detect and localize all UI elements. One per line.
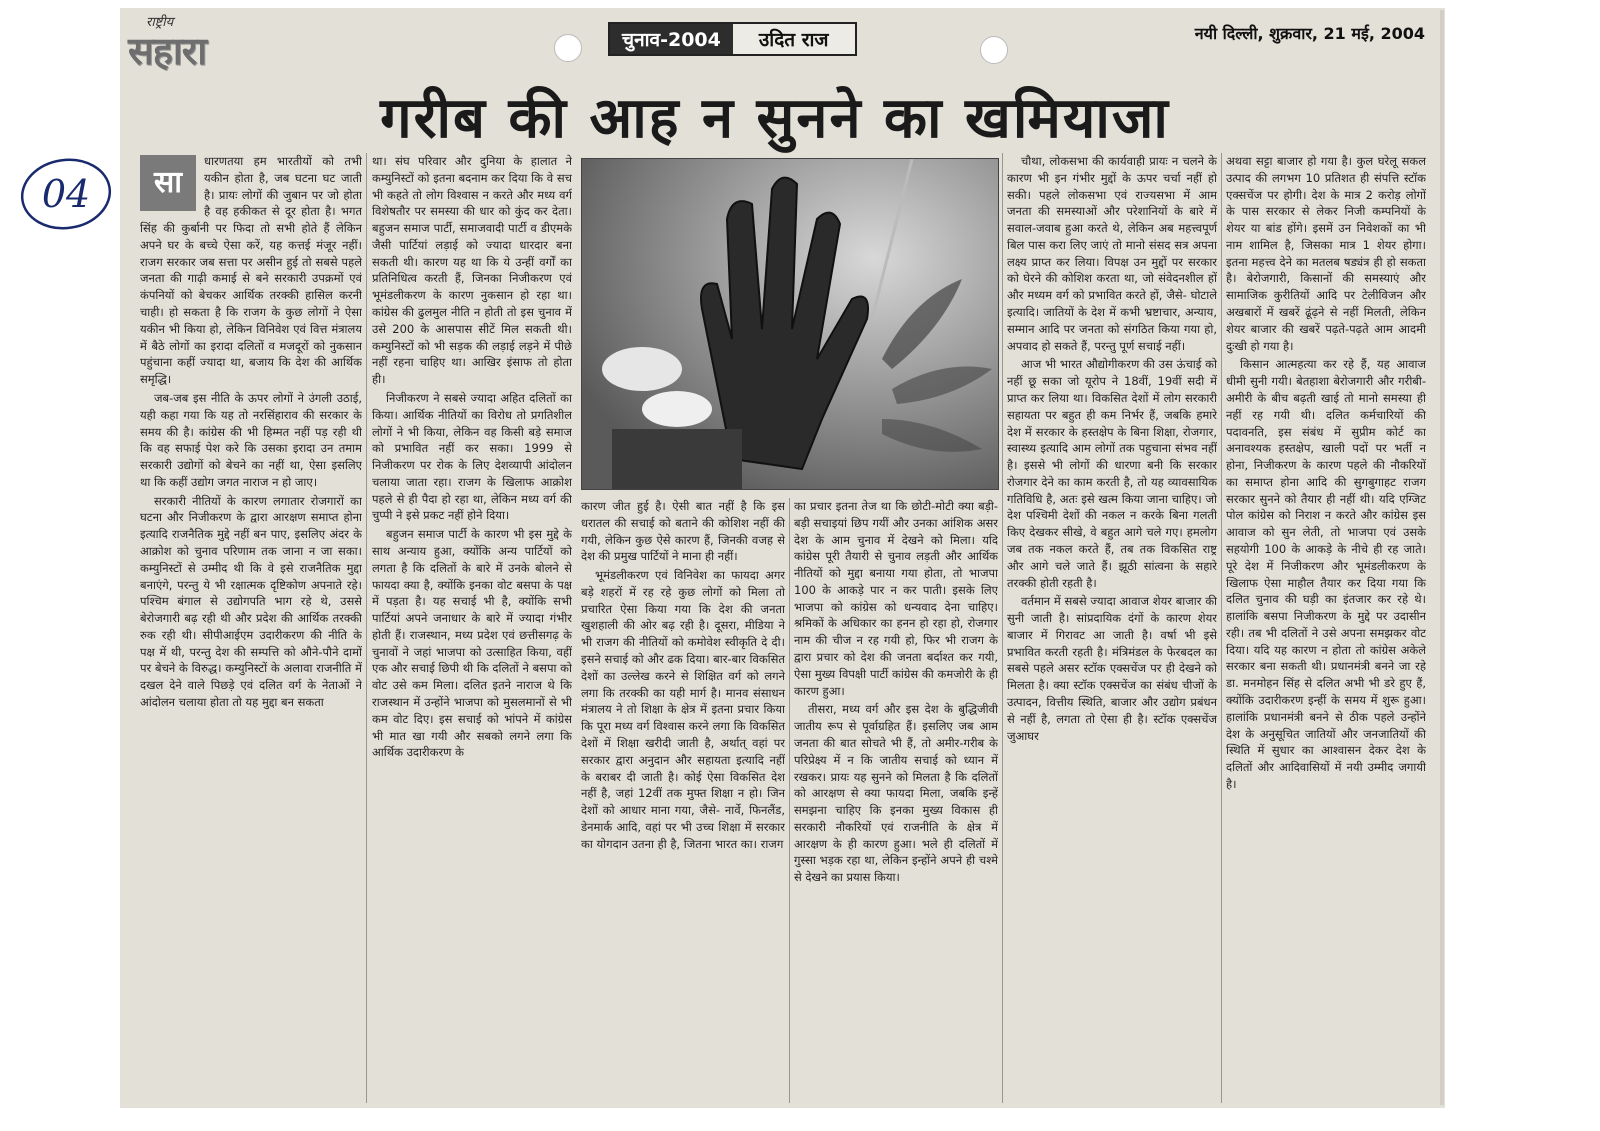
paragraph: किसान आत्महत्या कर रहे हैं, यह आवाज धीमी सुनी गयी। बेतहाशा बेरोजगारी और गरीबी-अमीरी के बीच बढ़ती खाई तो मानो समस्या ही नहीं रह गयी थी। दलित कर्मचारियों की पदावनति, इस संबंध में सुप्रीम कोर्ट का अनावश्यक हस्तक्षेप, खाली पदों पर भर्ती न होना, निजीकरण के कारण पहले की नौकरियों का समाप्त होना आदि की सुगबुगाहट राजग सरकार सुनने को तैयार ही नहीं थी। यदि एग्जिट पोल कांग्रेस को निराश न करते और कांग्रेस इस आवाज को सुन लेती, तो भाजपा एवं उसके सहयोगी 100 के आकड़े के नीचे ही रह जाते। पूरे देश में निजीकरण और भूमंडलीकरण के खिलाफ ऐसा माहौल तैयार कर दिया गया कि दलित चुनाव की घड़ी का इंतजार कर रहे थे। हालांकि बसपा निजीकरण के मुद्दे पर उदासीन रही। तब भी दलितों ने उसे अपना समझकर वोट दिया। यदि यह कारण न होता तो कांग्रेस अकेले सरकार बना सकती थी। प्रधानमंत्री बनने जा रहे डा. मनमोहन सिंह से दलित अभी भी डरे हुए हैं, क्योंकि उदारीकरण इन्हीं के समय में शुरू हुआ। हालांकि प्रधानमंत्री बनने से ठीक पहले उन्होंने देश के अनुसूचित जातियों और जनजातियों की स्थिति में सुधार का आश्वासन देकर देश के दलितों और आदिवासियों में नयी उम्मीद जगायी है। <box>1226 357 1426 791</box>
punch-hole-left <box>554 34 582 62</box>
article-column-5 <box>1007 153 1217 1103</box>
article-column-6 <box>1226 153 1426 1103</box>
paragraph: चौथा, लोकसभा की कार्यवाही प्रायः न चलने के कारण भी इन गंभीर मुद्दों के ऊपर चर्चा नहीं हो सकी। पहले लोकसभा एवं राज्यसभा में आम जनता की समस्याओं और परेशानियों के बारे में सवाल-जवाब हुआ करते थे, लेकिन अब महत्त्वपूर्ण बिल पास करा लिए जाएं तो मानो संसद सत्र अपना लक्ष्य प्राप्त कर लिया। विपक्ष उन मुद्दों पर सरकार को घेरने की कोशिश करता था, जो संवेदनशील हों और मध्यम वर्ग को प्रभावित करते हों, जैसे- घोटाले इत्यादि। जातियों के देश में कभी भ्रष्टाचार, अन्याय, सम्मान आदि पर जनता को संगठित किया गया हो, अपवाद हो सकते हैं, परन्तु पूर्ण सचाई नहीं। <box>1007 154 1217 353</box>
paragraph: निजीकरण ने सबसे ज्यादा अहित दलितों का किया। आर्थिक नीतियों का विरोध तो प्रगतिशील लोगों ने भी किया, लेकिन वह किसी बड़े समाज को प्रभावित नहीं कर सका। 1999 से निजीकरण पर रोक के लिए देशव्यापी आंदोलन चलाया जाता रहा। राजग के खिलाफ आक्रोश पहले से ही पैदा हो रहा था, लेकिन मध्य वर्ग की चुप्पी ने इसे प्रकट नहीं होने दिया। <box>372 390 572 523</box>
column-rule <box>1002 153 1003 1103</box>
newspaper-clipping <box>120 8 1445 1108</box>
clipping-edge <box>1440 10 1444 1105</box>
article-column-2 <box>372 153 572 1103</box>
paragraph: अथवा सट्टा बाजार हो गया है। कुल घरेलू सकल उत्पाद की लगभग 10 प्रतिशत ही संपत्ति स्टॉक एक्सचेंज पर होगी। देश के मात्र 2 करोड़ लोगों के पास सरकार से लेकर निजी कम्पनियों के शेयर या बांड होंगे। इसमें उन निवेशकों का भी नाम शामिल है, जिसका मात्र 1 शेयर होगा। इतना महत्त्व देने का मतलब षड्यंत्र ही हो सकता है। बेरोजगारी, किसानों की समस्याएं और सामाजिक कुरीतियों आदि पर टेलीविजन और अखबारों में खबरें ढूंढ़ने से नहीं मिलती, लेकिन शेयर बाजार की खबरें पढ़ते-पढ़ते आम आदमी दुःखी हो गया है। <box>1226 154 1426 353</box>
paragraph: तीसरा, मध्य वर्ग और इस देश के बुद्धिजीवी जातीय रूप से पूर्वाग्रहित हैं। इसलिए जब आम जनता की बात सोचते भी हैं, तो अमीर-गरीब के परिप्रेक्ष्य में न कि जातीय सचाई को ध्यान में रखकर। प्रायः यह सुनने को मिलता है कि दलितों को आरक्षण से क्या फायदा मिला, जबकि इन्हें समझना चाहिए कि इनका मुख्य विकास ही सरकारी नौकरियों एवं राजनीति के क्षेत्र में आरक्षण के ही कारण हुआ। भले ही दलितों में गुस्सा भड़क रहा था, लेकिन इन्होंने अपने ही चश्मे से देखने का प्रयास किया। <box>794 702 998 885</box>
annotation-circle-icon <box>16 155 116 233</box>
article-column-4 <box>794 498 998 1103</box>
paragraph: बहुजन समाज पार्टी के कारण भी इस मुद्दे के साथ अन्याय हुआ, क्योंकि अन्य पार्टियों को लगता है कि दलितों के बारे में उनके बोलने से फायदा क्या है, क्योंकि इनका वोट बसपा के पक्ष में पड़ता है। यह सचाई भी है, क्योंकि सभी पार्टियां अपने जनाधार के बारे में ज्यादा गंभीर होती हैं। राजस्थान, मध्य प्रदेश एवं छत्तीसगढ़ के चुनावों ने जहां भाजपा को उत्साहित किया, वहीं एक और सचाई छिपी थी कि दलितों ने बसपा को वोट उसे कम मिला। दलित इतने नाराज थे कि राजस्थान में उन्होंने भाजपा को मुसलमानों से भी कम वोट दिए। इस सचाई को भांपने में कांग्रेस भी मात खा गयी और सबको लगने लगा कि आर्थिक उदारीकरण के <box>372 527 572 760</box>
paragraph: कारण जीत हुई है। ऐसी बात नहीं है कि इस धरातल की सचाई को बताने की कोशिश नहीं की गयी, लेकिन कुछ ऐसे कारण हैं, जिनकी वजह से देश की प्रमुख पार्टियों ने माना ही नहीं। <box>581 499 785 564</box>
paragraph: का प्रचार इतना तेज था कि छोटी-मोटी क्या बड़ी-बड़ी सचाइयां छिप गयीं और उनका आंशिक असर देश के आम चुनाव में देखने को मिला। यदि कांग्रेस पूरी तैयारी से चुनाव लड़ती और आर्थिक नीतियों को मुद्दा बनाया गया होता, तो भाजपा 100 के आकड़े पार न कर पाती। इसके लिए भाजपा को कांग्रेस को धन्यवाद देना चाहिए। श्रमिकों के अधिकार का हनन हो रहा हो, रोजगार नाम की चीज न रह गयी हो, फिर भी राजग के द्वारा प्रचार को देश की जनता बर्दाश्त कर गयी, ऐसा मुख्य विपक्षी पार्टी कांग्रेस की कमजोरी के ही कारण हुआ। <box>794 499 998 698</box>
masthead-logo: सहारा <box>128 28 207 73</box>
article-photo <box>581 158 999 490</box>
paragraph: वर्तमान में सबसे ज्यादा आवाज शेयर बाजार की सुनी जाती है। सांप्रदायिक दंगों के कारण शेयर बाजार में गिरावट आ जाती है। वर्षा भी इसे प्रभावित करती रहती है। मंत्रिमंडल के फेरबदल का सबसे पहले असर स्टॉक एक्सचेंज पर ही देखने को मिलता है। क्या स्टॉक एक्सचेंज का संबंध चीजों के उत्पादन, वित्तीय स्थिति, बाजार और उद्योग प्रबंधन से नहीं है, लगता तो ऐसा ही है। स्टॉक एक्सचेंज जुआघर <box>1007 594 1217 743</box>
handwritten-annotation <box>16 155 116 237</box>
author-label: उदित राज <box>733 24 855 54</box>
section-label: चुनाव-2004 <box>610 24 733 54</box>
dateline: नयी दिल्ली, शुक्रवार, 21 मई, 2004 <box>1194 24 1425 43</box>
paragraph: आज भी भारत औद्योगीकरण की उस ऊंचाई को नहीं छू सका जो यूरोप ने 18वीं, 19वीं सदी में प्राप्त कर लिया था। विकसित देशों में लोग सरकारी सहायता पर बहुत ही कम निर्भर हैं, जबकि हमारे देश में सरकार के हस्तक्षेप के बिना शिक्षा, रोजगार, स्वास्थ्य इत्यादि आम लोगों तक पहुचाना संभव नहीं है। इससे भी लोगों की धारणा बनी कि सरकार रोजगार देने का काम करती है, तो यह व्यावसायिक गतिविधि है, अतः इसे खत्म किया जाना चाहिए। जो देश पश्चिमी देशों की नकल न करके बिना गलती किए देखकर सीखे, वे बहुत आगे चले गए। हमलोग जब तक नकल करते हैं, तब तक विकसित राष्ट्र और आगे चले जाते हैं। झूठी सांत्वना के सहारे तरक्की होती रहती है। <box>1007 357 1217 590</box>
paragraph: सरकारी नीतियों के कारण लगातार रोजगारों का घटना और निजीकरण के द्वारा आरक्षण समाप्त होना इत्यादि राजनैतिक मुद्दे नहीं बन पाए, इसलिए अंदर के आक्रोश को चुनाव परिणाम तक जाना न जा सका। कम्युनिस्टों से उम्मीद थी कि वे इसे राजनैतिक मुद्दा बनाएंगे, परन्तु ये भी रक्षात्मक दृष्टिकोण अपनाते रहे। पश्चिम बंगाल से उद्योगपति भाग रहे थे, उससे बेरोजगारी बढ़ रही थी और प्रदेश की आर्थिक तरक्की रुक रही थी। सीपीआईएम उदारीकरण की नीति के पक्ष में थी, परन्तु देश की सम्पत्ति को औने-पौने दामों पर बेचने के विरुद्ध। कम्युनिस्टों के अलावा राजनीति में दखल देने वाले पिछड़े एवं दलित वर्ग के नेताओं ने आंदोलन चलाया होता तो यह मुद्दा बन सकता <box>140 493 362 709</box>
column-rule <box>1221 153 1222 1103</box>
paragraph: धारणतया हम भारतीयों को तभी यकीन होता है, जब घटना घट जाती है। प्रायः लोगों की जुबान पर जो होता है वह हकीकत से दूर होता है। भगत सिंह की कुर्बानी पर फिदा तो सभी होते हैं लेकिन अपने घर के बच्चे ऐसा करें, यह कत्तई मंजूर नहीं। राजग सरकार जब सत्ता पर असीन हुई तो सबसे पहले जनता की गाढ़ी कमाई से बने सरकारी उपक्रमों एवं कंपनियों को बेचकर आर्थिक तरक्की हासिल करनी चाही। हो सकता है कि राजग के कुछ लोगों ने ऐसा यकीन भी किया हो, लेकिन विनिवेश एवं वित्त मंत्रालय में बैठे लोगों का इरादा दलितों व मजदूरों को नुकसान पहुंचाना कहीं ज्यादा था, बजाय कि देश की आर्थिक समृद्धि। <box>140 154 362 387</box>
annotation-number: 04 <box>41 172 91 216</box>
headline: गरीब की आह न सुनने का खमियाजा <box>380 86 1170 151</box>
punch-hole-right <box>980 36 1008 64</box>
section-tag <box>608 22 857 56</box>
paragraph: जब-जब इस नीति के ऊपर लोगों ने उंगली उठाई, यही कहा गया कि यह तो नरसिंहाराव की सरकार के समय की है। कांग्रेस की भी हिम्मत नहीं पड़ रही थी कि वह सफाई पेश करे कि उसका इरादा उन तमाम सरकारी उद्योगों को बेचने का नहीं था, ऐसा इसलिए था कि कहीं उद्योग जगत नाराज न हो जाए। <box>140 390 362 489</box>
masthead-small: राष्ट्रीय <box>146 15 174 30</box>
column-rule <box>789 498 790 1103</box>
article-column-1 <box>140 153 362 1103</box>
photo-illustration <box>582 159 998 489</box>
dropcap: सा <box>140 155 196 211</box>
paragraph: भूमंडलीकरण एवं विनिवेश का फायदा अगर बड़े शहरों में रह रहे कुछ लोगों को मिला तो प्रचारित ऐसा किया गया कि देश की जनता खुशहाली की ओर बढ़ रही है। दूसरा, मीडिया ने भी राजग की नीतियों को कमोवेश स्वीकृति दे दी। इसने सचाई को और ढक दिया। बार-बार विकसित देशों का उल्लेख करने से शिक्षित वर्ग को लगने लगा कि तरक्की का यही मार्ग है। मानव संसाधन मंत्रालय ने तो शिक्षा के क्षेत्र में इतना प्रचार किया कि पूरा मध्य वर्ग विश्वास करने लगा कि विकसित देशों में शिक्षा खरीदी जाती है, अर्थात् वहां पर सरकार द्वारा अनुदान और सहायता इत्यादि नहीं के बराबर दी जाती है। कोई ऐसा विकसित देश नहीं है, जहां 12वीं तक मुफ्त शिक्षा न हो। जिन देशों को आधार माना गया, जैसे- नार्वे, फिनलैंड, डेनमार्क आदि, वहां पर भी उच्च शिक्षा में सरकार का योगदान उतना ही है, जितना भारत का। राजग <box>581 568 785 851</box>
column-rule <box>366 153 367 1103</box>
article-column-3 <box>581 498 785 1103</box>
paragraph: था। संघ परिवार और दुनिया के हालात ने कम्युनिस्टों को इतना बदनाम कर दिया कि वे सच भी कहते तो लोग विश्वास न करते और मध्य वर्ग विशेषतौर पर समस्या की धार को कुंद कर देता। बहुजन समाज पार्टी, समाजवादी पार्टी व डीएमके जैसी पार्टियां लड़ाई को ज्यादा धारदार बना सकती थी। कारण यह था कि ये उन्हीं वर्गों का प्रतिनिधित्व करती हैं, जिनका निजीकरण एवं भूमंडलीकरण के कारण नुकसान हो रहा था। कांग्रेस की ढुलमुल नीति न होती तो इस चुनाव में उसे 200 के आसपास सीटें मिल सकती थी। कम्युनिस्टों को भी सड़क की लड़ाई लड़ने में पीछे नहीं रहना चाहिए था। आखिर इंसाफ तो होता ही। <box>372 154 572 387</box>
